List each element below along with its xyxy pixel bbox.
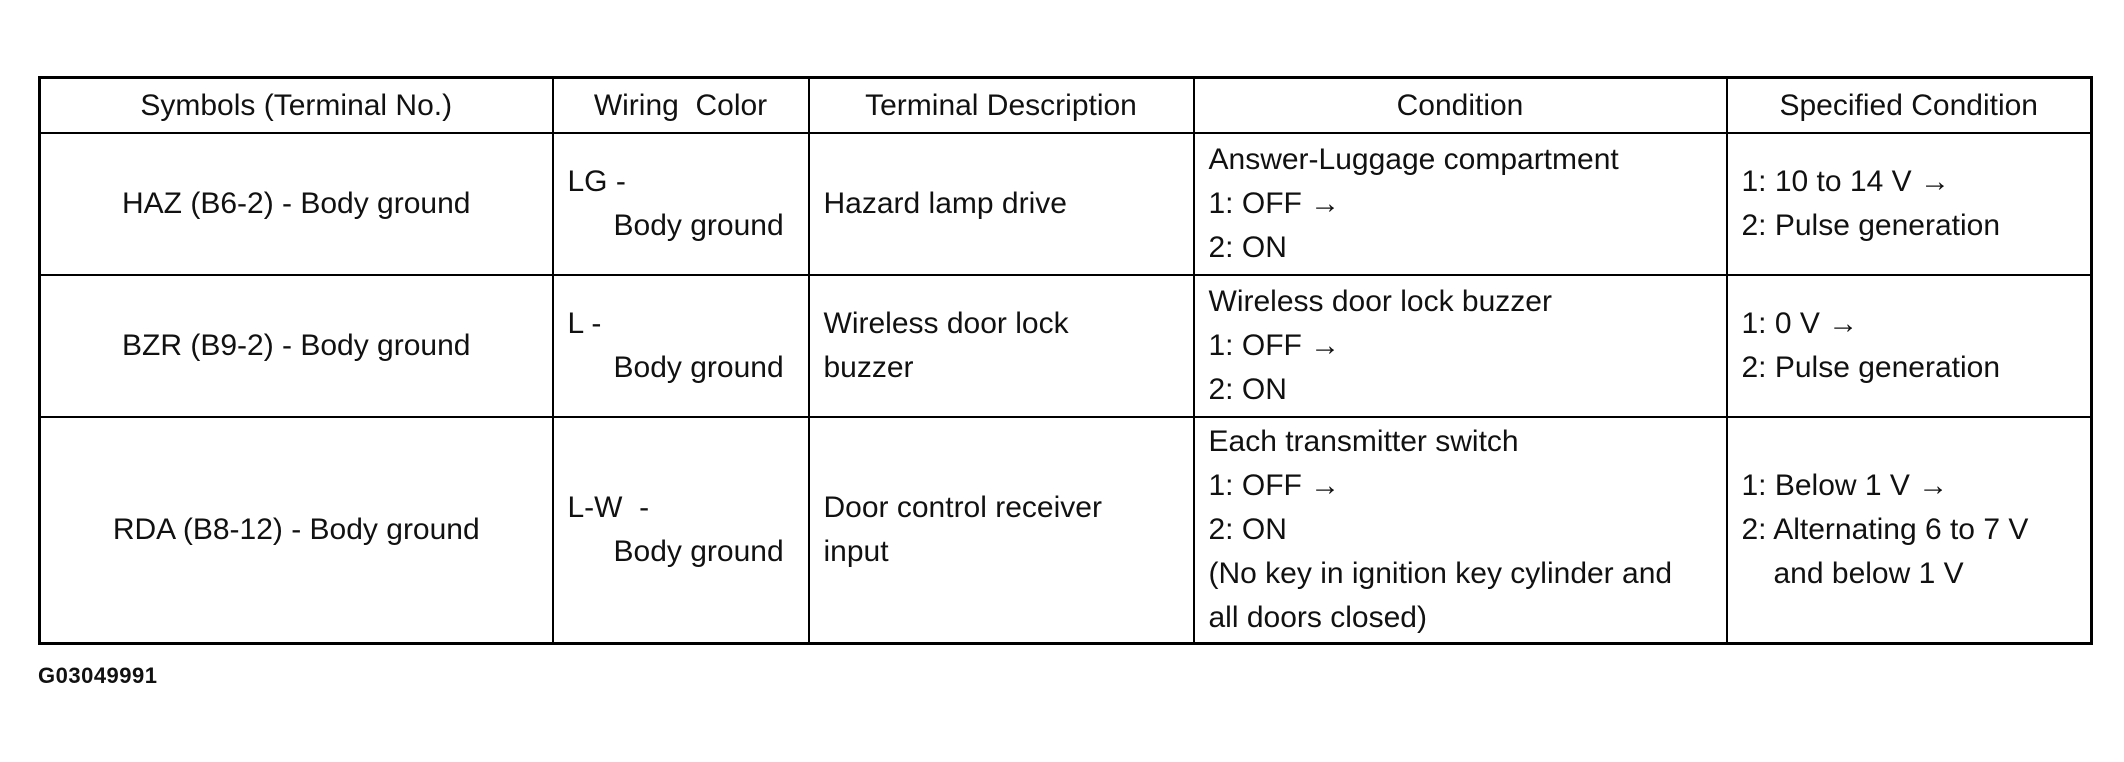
specified-line: 2: Pulse generation	[1741, 209, 2001, 242]
condition-line: (No key in ignition key cylinder and	[1208, 557, 1673, 590]
header-wiring-color: Wiring Color	[553, 78, 809, 134]
specified-line: 1: 0 V →	[1741, 307, 1859, 340]
wiring-cell	[553, 417, 809, 644]
wiring-cell	[553, 275, 809, 417]
symbol-cell: RDA (B8-12) - Body ground	[40, 417, 553, 644]
wiring-color: L -	[567, 307, 602, 340]
specified-line: 1: 10 to 14 V →	[1741, 165, 1950, 198]
table-header-row	[40, 78, 2092, 134]
symbol-cell: BZR (B9-2) - Body ground	[40, 275, 553, 417]
wiring-cell	[553, 133, 809, 275]
wiring-color: LG -	[567, 165, 626, 198]
specified-line: 1: Below 1 V →	[1741, 469, 1949, 502]
header-terminal-description: Terminal Description	[809, 78, 1194, 134]
description-cell	[809, 133, 1194, 275]
specification-table	[38, 76, 2093, 645]
condition-cell	[1194, 275, 1727, 417]
figure-id: G03049991	[38, 663, 158, 688]
condition-line: Wireless door lock buzzer	[1208, 285, 1552, 318]
description-cell	[809, 417, 1194, 644]
table-row	[40, 275, 2092, 417]
header-specified-condition: Specified Condition	[1727, 78, 2092, 134]
specified-line: 2: Alternating 6 to 7 V	[1741, 513, 2029, 546]
specified-cell	[1727, 133, 2092, 275]
specified-cell	[1727, 417, 2092, 644]
wiring-ground: Body ground	[613, 535, 784, 568]
description-line: Door control receiver	[823, 491, 1102, 524]
specified-line: and below 1 V	[1773, 557, 1964, 590]
wiring-ground: Body ground	[613, 209, 784, 242]
description-line: Hazard lamp drive	[823, 187, 1067, 220]
description-cell	[809, 275, 1194, 417]
condition-line: Answer-Luggage compartment	[1208, 143, 1619, 176]
description-line: Wireless door lock	[823, 307, 1069, 340]
condition-line: all doors closed)	[1208, 601, 1427, 634]
specified-cell	[1727, 275, 2092, 417]
condition-cell	[1194, 133, 1727, 275]
condition-line: 2: ON	[1208, 373, 1287, 406]
description-line: input	[823, 535, 889, 568]
condition-line: 1: OFF →	[1208, 329, 1341, 362]
specified-line: 2: Pulse generation	[1741, 351, 2001, 384]
condition-cell	[1194, 417, 1727, 644]
condition-line: 1: OFF →	[1208, 187, 1341, 220]
condition-line: 2: ON	[1208, 513, 1287, 546]
condition-line: Each transmitter switch	[1208, 425, 1519, 458]
header-symbols: Symbols (Terminal No.)	[40, 78, 553, 134]
header-condition: Condition	[1194, 78, 1727, 134]
wiring-color: L-W -	[567, 491, 650, 524]
table-row	[40, 417, 2092, 644]
table-row	[40, 133, 2092, 275]
condition-line: 1: OFF →	[1208, 469, 1341, 502]
condition-line: 2: ON	[1208, 231, 1287, 264]
symbol-cell: HAZ (B6-2) - Body ground	[40, 133, 553, 275]
wiring-ground: Body ground	[613, 351, 784, 384]
description-line: buzzer	[823, 351, 914, 384]
